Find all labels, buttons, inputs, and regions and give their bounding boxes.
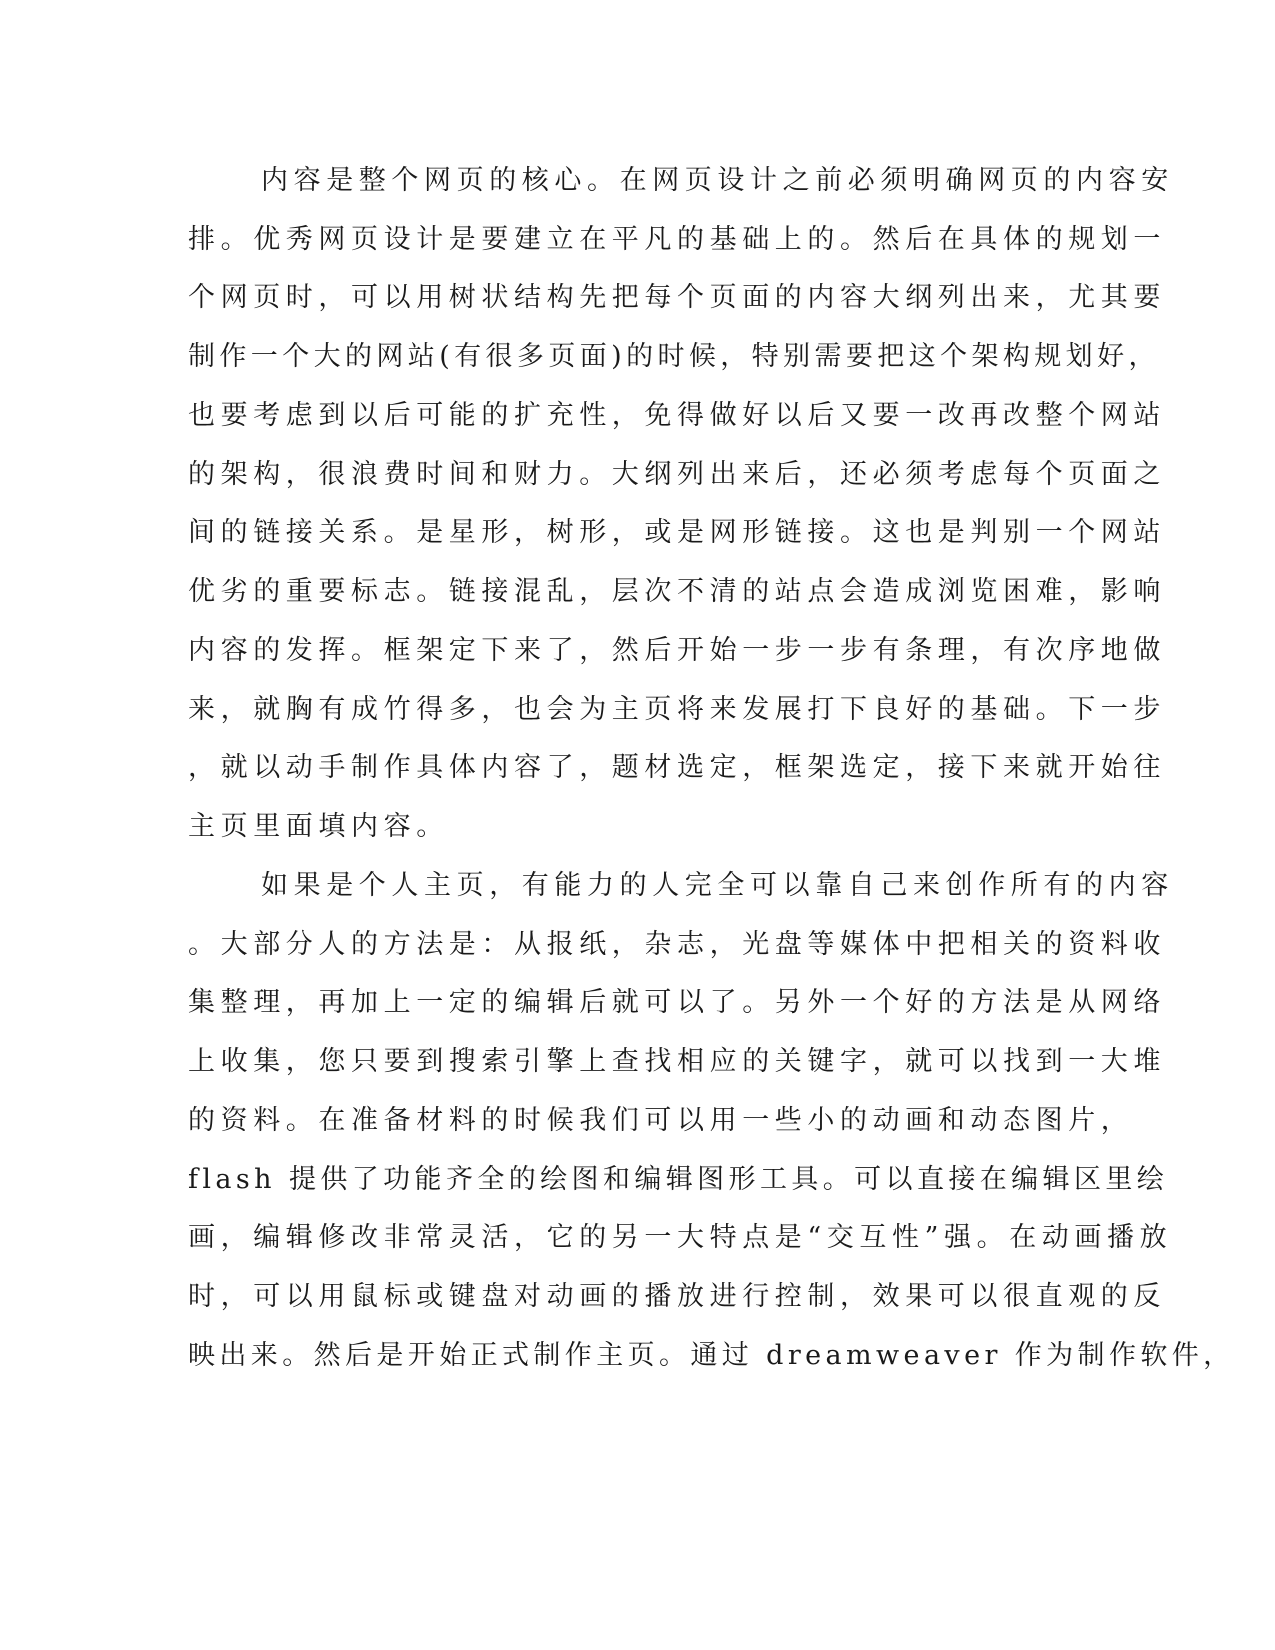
paragraph-2-line-9: 映出来。然后是开始正式制作主页。通过 dreamweaver 作为制作软件， [188,1340,1235,1371]
paragraph-1-line-5: 也要考虑到以后可能的扩充性，免得做好以后又要一改再改整个网站 [188,400,1166,431]
paragraph-1-line-3: 个网页时，可以用树状结构先把每个页面的内容大纲列出来，尤其要 [188,282,1166,313]
paragraph-1-line-6: 的架构，很浪费时间和财力。大纲列出来后，还必须考虑每个页面之 [188,459,1166,490]
paragraph-1-line-1: 内容是整个网页的核心。在网页设计之前必须明确网页的内容安 [261,165,1174,196]
paragraph-2-line-8: 时，可以用鼠标或键盘对动画的播放进行控制，效果可以很直观的反 [188,1281,1166,1312]
paragraph-2-line-1: 如果是个人主页，有能力的人完全可以靠自己来创作所有的内容 [261,870,1174,901]
paragraph-2-line-5: 的资料。在准备材料的时候我们可以用一些小的动画和动态图片， [188,1105,1134,1136]
paragraph-2-line-4: 上收集，您只要到搜索引擎上查找相应的关键字，就可以找到一大堆 [188,1046,1166,1077]
paragraph-1-line-7: 间的链接关系。是星形，树形，或是网形链接。这也是判别一个网站 [188,517,1166,548]
paragraph-1-line-8: 优劣的重要标志。链接混乱，层次不清的站点会造成浏览困难，影响 [188,576,1166,607]
paragraph-1-line-4: 制作一个大的网站(有很多页面)的时候，特别需要把这个架构规划好， [188,341,1160,372]
paragraph-2-line-2: 。大部分人的方法是：从报纸，杂志，光盘等媒体中把相关的资料收 [188,929,1166,960]
paragraph-1-line-11: ，就以动手制作具体内容了，题材选定，框架选定，接下来就开始往 [188,752,1166,783]
paragraph-2-line-6: flash 提供了功能齐全的绘图和编辑图形工具。可以直接在编辑区里绘 [188,1164,1169,1195]
paragraph-2-line-3: 集整理，再加上一定的编辑后就可以了。另外一个好的方法是从网络 [188,987,1166,1018]
paragraph-2-line-7: 画，编辑修改非常灵活，它的另一大特点是“交互性”强。在动画播放 [188,1222,1173,1253]
paragraph-1-line-9: 内容的发挥。框架定下来了，然后开始一步一步有条理，有次序地做 [188,635,1166,666]
paragraph-1-line-2: 排。优秀网页设计是要建立在平凡的基础上的。然后在具体的规划一 [188,224,1166,255]
paragraph-1-line-10: 来，就胸有成竹得多，也会为主页将来发展打下良好的基础。下一步 [188,694,1166,725]
paragraph-1-line-12: 主页里面填内容。 [188,811,449,842]
